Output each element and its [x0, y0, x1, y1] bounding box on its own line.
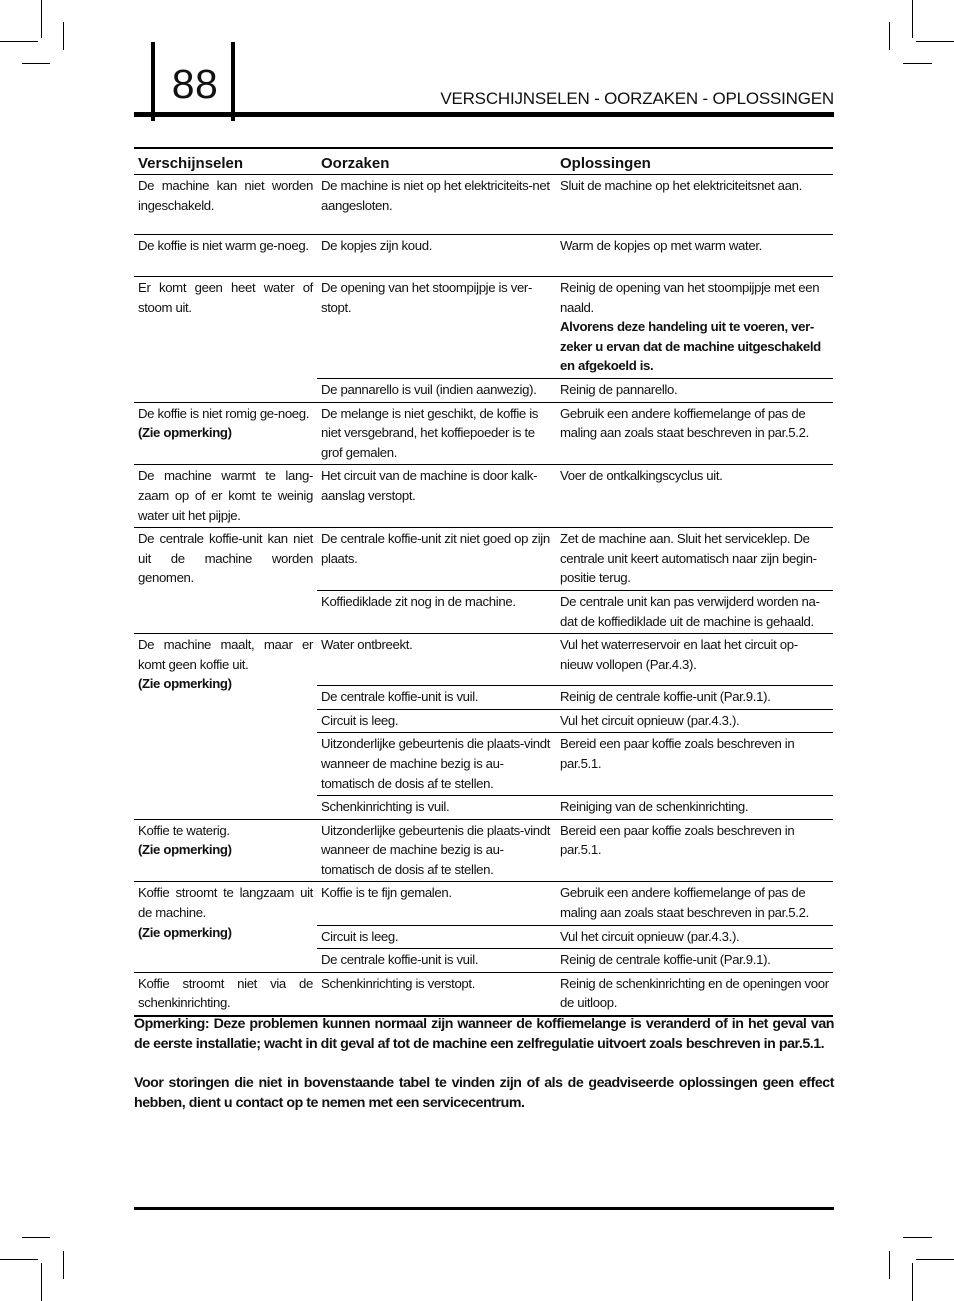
symptom-text: De machine maalt, maar er komt geen koffie uit.	[138, 637, 313, 672]
footer-rule	[134, 1207, 834, 1210]
cause-cell: De kopjes zijn koud.	[317, 235, 556, 277]
solution-cell	[556, 733, 833, 796]
crop-mark	[0, 41, 38, 42]
symptom-cell	[134, 819, 317, 882]
symptom-text: Koffie te waterig.	[138, 822, 230, 838]
page-number: 88	[171, 61, 219, 107]
solution-text: Gebruik een andere koffiemelange of pas de maling aan zoals staat beschreven in par.5.2.	[560, 405, 809, 441]
solution-cell	[556, 882, 833, 925]
solution-cell	[556, 949, 833, 973]
solution-text: Zet de machine aan. Sluit het serviceklep. De centrale unit keert automatisch naar zijn begin-positie terug.	[560, 531, 817, 586]
crop-mark	[22, 63, 50, 64]
symptom-text: De centrale koffie-unit kan niet uit de machine worden genomen.	[138, 531, 313, 586]
table-row	[134, 402, 833, 465]
cause-cell: Schenkinrichting is vuil.	[317, 796, 556, 820]
table-header-row	[134, 148, 833, 175]
cause-cell: Het circuit van de machine is door kalk-aanslag verstopt.	[317, 465, 556, 528]
solution-text: Gebruik een andere koffiemelange of pas de maling aan zoals staat beschreven in par.5.2.	[560, 885, 809, 921]
crop-mark	[41, 1263, 42, 1301]
solution-text: Reinig de schenkinrichting en de openingen voor de uitloop.	[560, 975, 829, 1011]
crop-mark	[0, 1259, 38, 1260]
solution-cell	[556, 379, 833, 403]
crop-mark	[903, 1237, 932, 1238]
table-row	[134, 465, 833, 528]
cause-cell: Uitzonderlijke gebeurtenis die plaats-vindt wanneer de machine bezig is au-tomatisch de dosis af te stellen.	[317, 819, 556, 882]
symptom-text: Koffie stroomt te langzaam uit de machine.	[138, 885, 313, 921]
symptom-text: Er komt geen heet water of stoom uit.	[138, 280, 313, 315]
solution-text: Vul het waterreservoir en laat het circuit op-nieuw vollopen (Par.4.3).	[560, 637, 798, 672]
cause-cell: Circuit is leeg.	[317, 925, 556, 949]
symptom-text: Koffie stroomt niet via de schenkinrichting.	[138, 975, 313, 1011]
table-row	[134, 528, 833, 591]
service-note: Voor storingen die niet in bovenstaande tabel te vinden zijn of als de geadviseerde oplossingen geen effect hebben, dient u contact op te nemen met een servicecentrum.	[134, 1075, 834, 1111]
cause-cell: Schenkinrichting is verstopt.	[317, 972, 556, 1016]
solution-cell	[556, 686, 833, 710]
page-title: VERSCHIJNSELEN - OORZAKEN - OPLOSSINGEN	[440, 89, 834, 108]
header-rule	[134, 112, 834, 117]
solution-cell	[556, 175, 833, 235]
solution-text: Reinig de pannarello.	[560, 382, 678, 397]
symptom-cell	[134, 528, 317, 634]
table-row	[134, 175, 833, 235]
solution-cell	[556, 796, 833, 820]
crop-mark	[41, 0, 42, 38]
solution-text: Voer de ontkalkingscyclus uit.	[560, 468, 723, 484]
solution-cell	[556, 528, 833, 591]
cause-cell: Koffie is te fijn gemalen.	[317, 882, 556, 925]
crop-mark	[916, 1259, 954, 1260]
table-row	[134, 634, 833, 686]
solution-cell	[556, 277, 833, 379]
solution-text: Reinig de centrale koffie-unit (Par.9.1).	[560, 689, 771, 705]
symptom-text: De machine kan niet worden ingeschakeld.	[138, 178, 313, 213]
solution-text: Vul het circuit opnieuw (par.4.3.).	[560, 928, 740, 944]
solution-text: Warm de kopjes op met warm water.	[560, 238, 762, 253]
symptom-note: (Zie opmerking)	[138, 842, 232, 858]
cause-cell: De opening van het stoompijpje is ver-stopt.	[317, 277, 556, 379]
cause-cell: De melange is niet geschikt, de koffie is niet versgebrand, het koffiepoeder is te grof gemalen.	[317, 402, 556, 465]
column-header-causes: Oorzaken	[317, 148, 556, 175]
crop-mark	[889, 22, 890, 50]
solution-cell	[556, 465, 833, 528]
solution-cell	[556, 590, 833, 633]
symptom-cell	[134, 402, 317, 465]
symptom-cell	[134, 175, 317, 235]
symptom-note: (Zie opmerking)	[138, 924, 232, 940]
crop-mark	[63, 22, 64, 50]
solution-cell	[556, 972, 833, 1016]
symptom-cell	[134, 277, 317, 403]
table-row	[134, 972, 833, 1016]
solution-text: Reinig de opening van het stoompijpje met een naald.	[560, 280, 820, 315]
cause-cell: Uitzonderlijke gebeurtenis die plaats-vindt wanneer de machine bezig is au-tomatisch de dosis af te stellen.	[317, 733, 556, 796]
solution-text: Bereid een paar koffie zoals beschreven in par.5.1.	[560, 736, 795, 771]
table-row	[134, 235, 833, 277]
column-header-solutions: Oplossingen	[556, 148, 833, 175]
symptom-cell	[134, 465, 317, 528]
cause-cell: De centrale koffie-unit is vuil.	[317, 686, 556, 710]
solution-text: Vul het circuit opnieuw (par.4.3.).	[560, 712, 740, 728]
symptom-text: De koffie is niet romig ge-noeg.	[138, 405, 310, 421]
symptom-cell	[134, 972, 317, 1016]
symptom-text: De koffie is niet warm ge-noeg.	[138, 238, 309, 253]
symptom-cell	[134, 882, 317, 972]
solution-text: Sluit de machine op het elektriciteitsnet aan.	[560, 178, 802, 193]
cause-cell: De machine is niet op het elektriciteits-net aangesloten.	[317, 175, 556, 235]
solution-warning: Alvorens deze handeling uit te voeren, ver-zeker u ervan dat de machine uitgeschakeld en afgekoeld is.	[560, 319, 821, 374]
remark-note: Opmerking: Deze problemen kunnen normaal zijn wanneer de koffiemelange is veranderd of in het geval van de eerste installatie; wacht in dit geval af tot de machine een zelfregulatie uitvoert zoals beschreven in par.5.1.	[134, 1016, 834, 1052]
crop-mark	[912, 0, 913, 38]
cause-cell: Circuit is leeg.	[317, 709, 556, 733]
crop-mark	[912, 1263, 913, 1301]
cause-cell: De centrale koffie-unit is vuil.	[317, 949, 556, 973]
crop-mark	[916, 41, 954, 42]
symptom-cell	[134, 235, 317, 277]
crop-mark	[22, 1237, 50, 1238]
troubleshooting-table	[134, 147, 833, 1017]
solution-cell	[556, 925, 833, 949]
crop-mark	[889, 1251, 890, 1279]
symptom-note: (Zie opmerking)	[138, 425, 232, 441]
solution-text: Reiniging van de schenkinrichting.	[560, 799, 749, 815]
cause-cell: Koffiediklade zit nog in de machine.	[317, 590, 556, 633]
solution-text: Bereid een paar koffie zoals beschreven in par.5.1.	[560, 822, 795, 858]
solution-cell	[556, 402, 833, 465]
crop-mark	[903, 63, 932, 64]
cause-cell: De pannarello is vuil (indien aanwezig).	[317, 379, 556, 403]
solution-cell	[556, 819, 833, 882]
symptom-text: De machine warmt te lang-zaam op of er komt te weinig water uit het pijpje.	[138, 468, 313, 523]
solution-cell	[556, 709, 833, 733]
cause-cell: De centrale koffie-unit zit niet goed op zijn plaats.	[317, 528, 556, 591]
column-header-symptoms: Verschijnselen	[134, 148, 317, 175]
solution-cell	[556, 634, 833, 686]
solution-cell	[556, 235, 833, 277]
table-row	[134, 277, 833, 379]
symptom-cell	[134, 634, 317, 820]
symptom-note: (Zie opmerking)	[138, 676, 232, 692]
solution-text: De centrale unit kan pas verwijderd worden na-dat de koffiediklade uit de machine is gehaald.	[560, 593, 820, 629]
table-row	[134, 882, 833, 925]
crop-mark	[63, 1251, 64, 1279]
solution-text: Reinig de centrale koffie-unit (Par.9.1).	[560, 952, 771, 968]
cause-cell: Water ontbreekt.	[317, 634, 556, 686]
table-row	[134, 819, 833, 882]
